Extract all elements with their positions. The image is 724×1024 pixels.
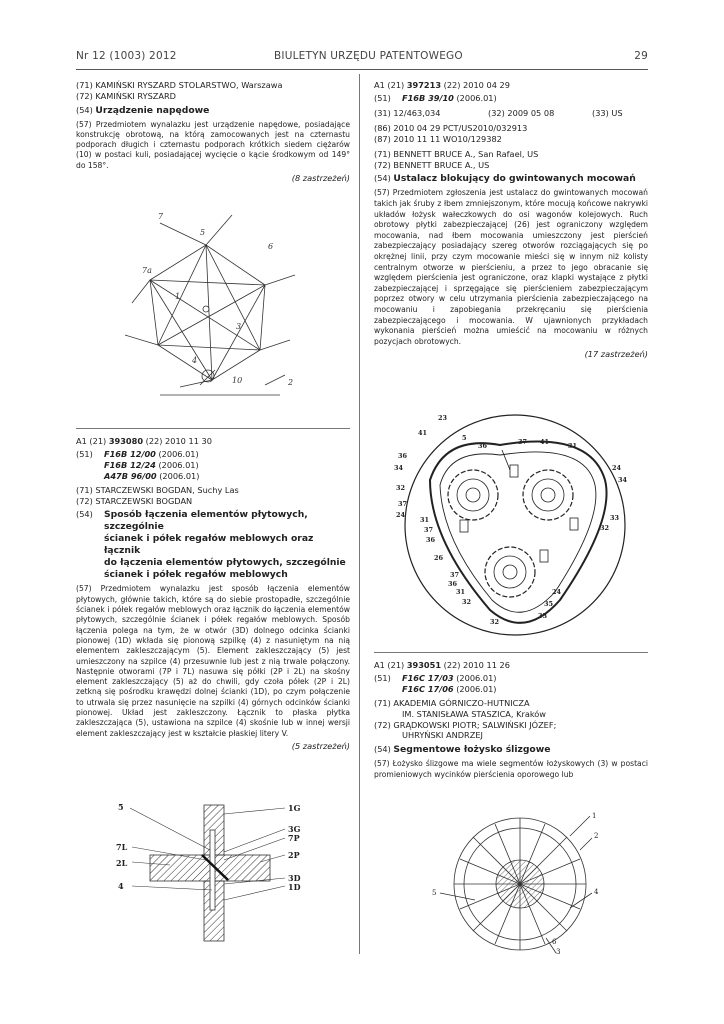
ipc-code: A47B 96/00: [104, 470, 157, 481]
ipc-code: F16C 17/06: [402, 683, 454, 694]
fig-label: 32: [600, 524, 610, 532]
fig-label: 5: [200, 228, 206, 237]
inventor: (72) KAMIŃSKI RYSZARD: [76, 90, 176, 101]
fig-label: 34: [394, 464, 404, 472]
entry-bennett: [374, 80, 648, 360]
claims-count: (5 zastrzeżeń): [291, 740, 350, 751]
fig-label: 6: [268, 242, 274, 251]
pct-publication: (87) 2010 11 11 WO10/129382: [374, 133, 502, 144]
fig-label: 3D: [288, 873, 301, 883]
abstract: (57) Przedmiotem wynalazku jest urządzenie napędowe, posiadające konstrukcję obrotową, na którą zamocowanych jest na czternastu podporach długich i czternastu podporach krótkich siedem ciężarów (10) w postaci kuli, posiadającej wycięcie o kącie środkowym od 149° do 158°.: [76, 119, 350, 170]
fig-label: 32: [490, 618, 500, 626]
fig-label: 37: [450, 571, 460, 579]
priority-line: (31) 12/463,034 (32) 2009 05 08 (33) US: [374, 107, 623, 118]
fig-label: 5: [432, 889, 437, 897]
fig-label: 33: [610, 514, 620, 522]
entry-separator: [76, 428, 350, 429]
application-line: A1 (21) 397213 (22) 2010 04 29: [374, 80, 510, 90]
title-row: (54) Urządzenie napędowe: [76, 104, 210, 116]
fig-label: 1: [592, 812, 597, 820]
ipc-code: F16B 12/24: [104, 459, 156, 470]
fig-label: 24: [396, 511, 406, 519]
ipc-code: F16C 17/03: [402, 672, 454, 683]
header-rule: [76, 69, 648, 70]
title-row: (54) Segmentowe łożysko ślizgowe: [374, 744, 551, 756]
applicant: (71) AKADEMIA GÓRNICZO-HUTNICZA: [374, 697, 530, 708]
fig-label: 2P: [288, 850, 300, 860]
title-row: (54) Ustalacz blokujący do gwintowanych mocowań: [374, 173, 636, 185]
fig-label: 37: [424, 526, 434, 534]
applicant: (71) BENNETT BRUCE A., San Rafael, US: [374, 148, 539, 159]
fig-label: 2: [288, 378, 294, 387]
claims-count: (17 zastrzeżeń): [584, 349, 648, 360]
column-divider: [359, 74, 360, 954]
fig-label: 36: [426, 536, 436, 544]
fig-label: 3: [236, 322, 242, 331]
application-line: A1 (21) 393051 (22) 2010 11 26: [374, 660, 510, 670]
page-number: 29: [634, 50, 648, 62]
application-number: 393051: [406, 660, 442, 670]
figure-connector: [110, 800, 320, 950]
fig-label: 5: [462, 434, 467, 442]
fig-label: 7P: [288, 833, 300, 843]
ipc-line: (51) F16C 17/03 (2006.01): [374, 672, 497, 683]
ipc-code: F16B 12/00: [104, 448, 156, 459]
applicant: (71) STARCZEWSKI BOGDAN, Suchy Las: [76, 484, 239, 495]
fig-label: 34: [618, 476, 628, 484]
fig-label: 10: [232, 376, 243, 385]
page-header: [76, 50, 648, 64]
invention-title: Ustalacz blokujący do gwintowanych mocowań: [393, 173, 636, 185]
fig-label: 31: [568, 442, 578, 450]
invention-title: Urządzenie napędowe: [95, 104, 210, 116]
fig-label: 31: [420, 516, 430, 524]
ipc-line: (51) F16B 39/10 (2006.01): [374, 92, 497, 103]
entry-agh: [374, 660, 648, 781]
inventors-cont: UHRYŃSKI ANDRZEJ: [402, 730, 483, 741]
publication-title: BIULETYN URZĘDU PATENTOWEGO: [274, 50, 463, 62]
inventors: (72) GRĄDKOWSKI PIOTR; SALWIŃSKI JÓZEF;: [374, 719, 557, 730]
abstract: (57) Przedmiotem wynalazku jest sposób łączenia elementów płytowych, głównie takich, które są do siebie prostopadłe, szczególnie ścianek i półek regałów meblowych oraz łącznik do łączenia elementów płytowych, szczególnie ścianek i półek regałów meblowych. Sposób łączenia polega na tym, że w otwór (3D) dolnego odcinka ścianki pionowej (1D) wkłada się pionową szpilkę (4) z nasuniętym na nią elementem zakleszczającym (5). Element zakleszczający (5) jest umieszczony na szpilce (4) przesuwnie lub jest z nią trwale połączony. Następnie otworami (7P i 7L) nasuwa się półki (2P i 2L) na skośny element zakleszczający (5) aż do chwili, gdy czoła półek (2P i 2L) zetkną się pośrodku krawędzi dolnej ścianki (1D), po czym połączenie to utrwala się przez nasunięcie na szpilki (4) górnych odcinków ścianki pionowej. Układ jest zakleszczony. Łącznik to płaska płytka zakleszczająca (5), ustawiona na szpilce (4) skośnie lub w innej wersji element zakleszczający jest w kształcie płaskiej litery V.: [76, 584, 350, 738]
fig-label: 37: [398, 500, 408, 508]
applicant-cont: IM. STANISŁAWA STASZICA, Kraków: [402, 708, 547, 719]
fig-label: 32: [462, 598, 472, 606]
fig-label: 2L: [116, 858, 128, 868]
fig-label: 36: [448, 580, 458, 588]
fig-label: 33: [538, 612, 548, 620]
entry-separator: [374, 652, 648, 653]
ipc-code: F16B 39/10: [402, 92, 454, 103]
entry-starczewski: [76, 436, 350, 752]
fig-label: 4: [192, 356, 198, 365]
figure-segmented-bearing: [420, 808, 620, 958]
application-number: 393080: [108, 436, 144, 446]
fig-label: 41: [418, 429, 428, 437]
fig-label: 3: [556, 948, 561, 956]
fig-label: 31: [456, 588, 466, 596]
ipc-line: F16B 12/24 (2006.01): [104, 459, 199, 470]
fig-label: 35: [544, 600, 554, 608]
fig-label: 2: [594, 832, 599, 840]
fig-label: 1: [175, 292, 181, 301]
fig-label: 36: [478, 442, 488, 450]
fig-label: 7a: [142, 266, 152, 275]
fig-label: 37: [518, 438, 528, 446]
fig-label: 32: [396, 484, 406, 492]
pct-application: (86) 2010 04 29 PCT/US2010/032913: [374, 122, 528, 133]
issue-number: Nr 12 (1003) 2012: [76, 50, 177, 62]
fig-label: 4: [118, 881, 124, 891]
fig-label: 7: [158, 212, 164, 221]
ipc-line: F16C 17/06 (2006.01): [402, 683, 497, 694]
fig-label: 1D: [288, 882, 301, 892]
fig-label: 24: [612, 464, 622, 472]
fig-label: 7L: [116, 842, 128, 852]
fig-label: 41: [540, 438, 550, 446]
entry-kaminski: [76, 80, 350, 184]
inventor: (72) STARCZEWSKI BOGDAN: [76, 495, 193, 506]
abstract: (57) Przedmiotem zgłoszenia jest ustalacz do gwintowanych mocowań takich jak śruby z łbem zmniejszonym, które mocują końcowe nakrywki układów łożysk wałeczkowych do osi wagonów kolejowych. Ruch obrotowy płytki zabezpieczającej (26) jest ograniczony względem mocowania, nad łbem mocowania umieszczony jest pierścień zabezpieczający posiadający szereg otworów rozciągających się po okrężnej linii, przy czym mocowanie mieści się w innym niż kolisty centralnym otworze w pierścieniu, a przez to jego obracanie się względem pierścienia jest ograniczone, oraz klapki wystające z płytki zabezpieczającej i sprzęgające się pierścieniem zabezpieczającym poprzez otwory w celu utrzymania pierścienia zabezpieczającego na mocowaniu i zapobiegania przekręcaniu się pierścienia zabezpieczającego i mocowania. W ujawnionych przykładach wykonania pierścień można umieścić na mocowaniu w różnych pozycjach obrotowych.: [374, 188, 648, 346]
fig-label: 6: [552, 938, 557, 946]
figure-locking-retainer: [390, 410, 640, 645]
fig-label: 23: [438, 414, 448, 422]
fig-label: 24: [552, 588, 562, 596]
ipc-line: A47B 96/00 (2006.01): [104, 470, 200, 481]
abstract: (57) Łożysko ślizgowe ma wiele segmentów łożyskowych (3) w postaci promieniowych wycinków pierścienia oporowego lub: [374, 759, 648, 779]
applicant: (71) KAMIŃSKI RYSZARD STOLARSTWO, Warszawa: [76, 80, 283, 90]
claims-count: (8 zastrzeżeń): [291, 172, 350, 183]
invention-title: Sposób łączenia elementów płytowych, szczególnie ścianek i półek regałów meblowych oraz łącznik do łączenia elementów płytowych, szczególnie ścianek i półek regałów meblowych: [104, 509, 346, 581]
fig-label: 36: [398, 452, 408, 460]
application-number: 397213: [406, 80, 442, 90]
application-line: A1 (21) 393080 (22) 2010 11 30: [76, 436, 212, 446]
title-row: (54) Sposób łączenia elementów płytowych, szczególnie ścianek i półek regałów meblowych oraz łącznik do łączenia elementów płytowych, szczególnie ścianek i półek regałów meblowych: [76, 509, 350, 581]
fig-label: 26: [434, 554, 444, 562]
ipc-line: (51) F16B 12/00 (2006.01): [76, 448, 199, 459]
invention-title: Segmentowe łożysko ślizgowe: [393, 744, 551, 756]
figure-drive-device: [120, 205, 310, 405]
fig-label: 3G: [288, 824, 301, 834]
fig-label: 4: [594, 888, 599, 896]
fig-label: 5: [118, 802, 124, 812]
fig-label: 1G: [288, 803, 301, 813]
inventor: (72) BENNETT BRUCE A., US: [374, 159, 490, 170]
